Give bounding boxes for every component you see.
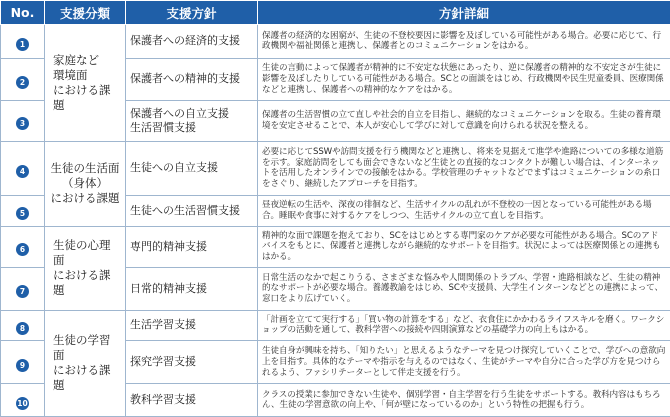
detail-cell: 精神的な面で課題を抱えており、SCをはじめとする専門家のケアが必要な可能性がある場合。SCのアドバイスをもとに、保護者と連携しながら継続的なサポートを目指す。状況によっては医療関係との連携もはかる。: [258, 226, 670, 267]
number-badge: 7: [16, 285, 29, 298]
detail-cell: クラスの授業に参加できない生徒や、個別学習・自主学習を行う生徒をサポートする。教科内容はもちろん、生徒の学習意欲の向上や、「何が壁になっているのか」という特性の把握も行う。: [258, 384, 670, 417]
column-header-detail: 方針詳細: [258, 1, 670, 25]
number-badge: 6: [16, 243, 29, 256]
detail-cell: 昼夜逆転の生活や、深夜の徘徊など、生活サイクルの乱れが不登校の一因となっている可能性がある場合。睡眠や食事に対するケアをしつつ、生活サイクルの立て直しを目指す。: [258, 195, 670, 226]
number-badge: 1: [16, 38, 29, 51]
row-number-cell: [1, 267, 45, 310]
row-number-cell: [1, 58, 45, 100]
row-number-cell: [1, 384, 45, 417]
detail-cell: 「計画を立てて実行する」「買い物の計算をする」など、衣食住にかかわるライフスキルを磨く。ワークショップの活動を通して、教科学習への接続や四則演算などの基礎学力の向上もはかる。: [258, 310, 670, 341]
category-guardian: 家庭など 環境面 における課題: [45, 25, 126, 142]
policy-cell: 生活学習支援: [126, 310, 258, 341]
column-header-no: No.: [1, 1, 45, 25]
table-row: [1, 310, 670, 341]
column-header-category: 支援分類: [45, 1, 126, 25]
table-header-row: [1, 1, 670, 25]
row-number-cell: [1, 341, 45, 384]
category-mental: 生徒の心理面 における課題: [45, 226, 126, 310]
table-row: [1, 141, 670, 195]
policy-cell: 専門的精神支援: [126, 226, 258, 267]
number-badge: 10: [17, 398, 28, 408]
table-row: [1, 25, 670, 59]
row-number-cell: [1, 141, 45, 195]
detail-cell: 保護者の生活習慣の立て直しや社会的自立を目指し、継続的なコミュニケーションを取る。生徒の養育環境を安定させることで、本人が安心して学びに対して意識を向けられる状況を整える。: [258, 100, 670, 141]
row-number-cell: [1, 310, 45, 341]
policy-cell: 保護者への自立支援 生活習慣支援: [126, 100, 258, 141]
policy-cell: 日常的精神支援: [126, 267, 258, 310]
number-badge: 3: [16, 117, 29, 130]
number-badge: 2: [16, 76, 29, 89]
policy-cell: 生徒への自立支援: [126, 141, 258, 195]
policy-cell: 教科学習支援: [126, 384, 258, 417]
detail-cell: 生徒自身が興味を持ち、「知りたい」と思えるようなテーマを見つけ探究していくことで、学びへの意欲向上を目指す。具体的なテーマや指示を与えるのではなく、生徒がテーマや自分に合った学び方を見つけられるよう、ファシリテーターとして伴走支援を行う。: [258, 341, 670, 384]
number-badge: 4: [16, 165, 29, 178]
number-badge: 9: [16, 359, 29, 372]
detail-cell: 必要に応じてSSWや訪問支援を行う機関などと連携し、将来を見据えて進学や進路についての多様な道筋を示す。家庭訪問をしても面会できないなど生徒との直接的なコンタクトが難しい場合は、インターネットを活用したオンラインでの接触をはかる。学校管理のチャットなどでまずはコミュニケーションの糸口をさぐり、継続したアプローチを目指す。: [258, 141, 670, 195]
policy-cell: 探究学習支援: [126, 341, 258, 384]
detail-cell: 保護者の経済的な困窮が、生徒の不登校要因に影響を及ぼしている可能性がある場合。必要に応じて、行政機関や福祉関係と連携し、保護者とのコミュニケーションをはかる。: [258, 25, 670, 59]
category-learning: 生徒の学習面 における課題: [45, 310, 126, 416]
table-row: [1, 226, 670, 267]
row-number-cell: [1, 100, 45, 141]
column-header-policy: 支援方針: [126, 1, 258, 25]
detail-cell: 生徒の言動によって保護者が精神的に不安定な状態にあったり、逆に保護者の精神的な不安定さが生徒に影響を及ぼしたりしている可能性がある場合。SCとの面談をはじめ、行政機関や民生児童委員、医療関係などと連携し、保護者への精神的なケアをはかる。: [258, 58, 670, 100]
row-number-cell: [1, 195, 45, 226]
number-badge: 5: [16, 207, 29, 220]
policy-cell: 保護者への経済的支援: [126, 25, 258, 59]
policy-cell: 生徒への生活習慣支援: [126, 195, 258, 226]
number-badge: 8: [16, 322, 29, 335]
category-life: 生徒の生活面 （身体） における課題: [45, 141, 126, 226]
row-number-cell: [1, 226, 45, 267]
policy-cell: 保護者への精神的支援: [126, 58, 258, 100]
detail-cell: 日常生活のなかで起こりうる、さまざまな悩みや人間関係のトラブル、学習・進路相談など、生徒の精神的なサポートが必要な場合。養護教諭をはじめ、SCや支援員、大学生インターンなどとの連携によって、窓口をより広げていく。: [258, 267, 670, 310]
row-number-cell: [1, 25, 45, 59]
